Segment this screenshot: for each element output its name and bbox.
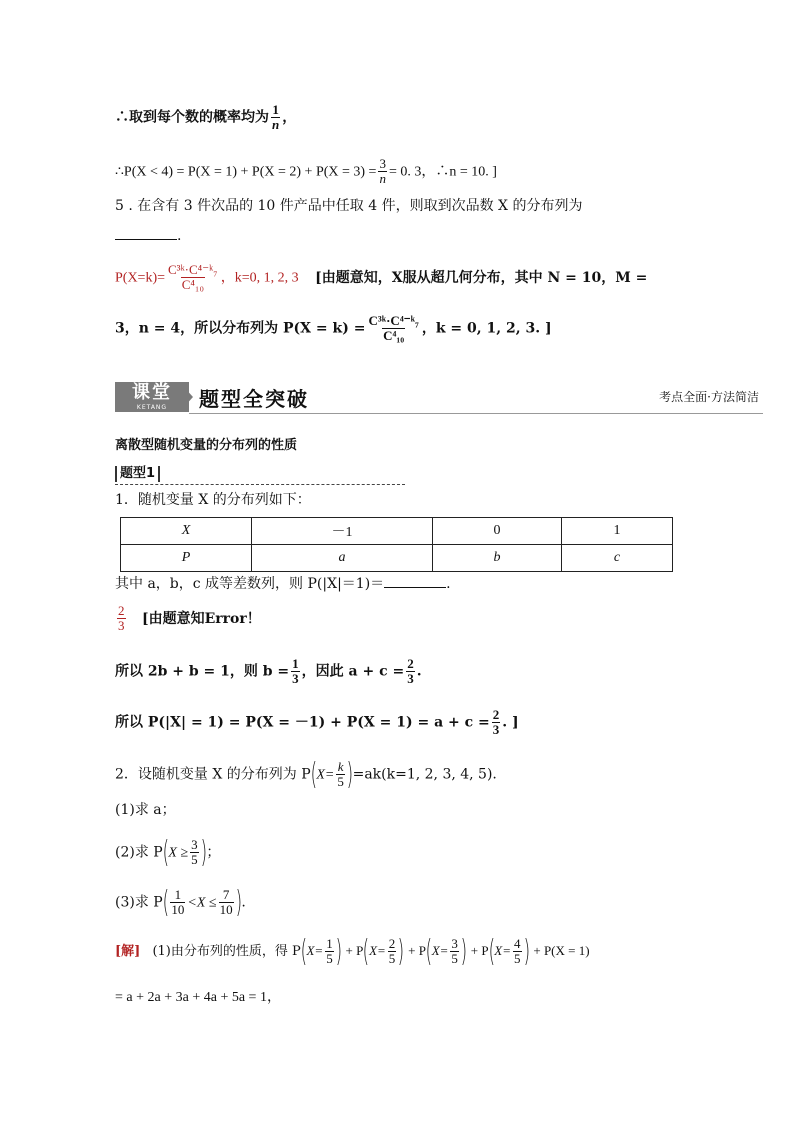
right-paren: ) [346,756,353,792]
q1-step1 [115,657,422,686]
fraction [271,103,280,132]
denominator: 5 [326,951,333,966]
section-title: 离散型随机变量的分布列的性质 [115,438,298,453]
q2-solution-line2: = a + 2a + 3a + 4a + 5a = 1， [115,990,281,1005]
q2-part1: (1)求 a； [115,802,176,818]
question-5 [115,196,582,216]
text: 3，n = 4，所以分布列为 P(X = k) = [115,320,366,337]
right-paren: ) [335,933,342,969]
answer-range: ，k=0, 1, 2, 3 [220,270,299,286]
text: ，因此 a + c = [301,663,405,680]
banner-badge [115,382,189,412]
answer-blank [115,239,177,240]
table-cell: b [433,545,562,572]
numerator: C³ᵏ·C⁴⁻ᵏ₇ [168,262,218,277]
fraction [336,760,345,789]
table-cell: P [121,545,252,572]
denominator: 5 [337,774,344,789]
right-paren: ) [235,884,242,920]
q1-answer-line [115,604,261,633]
left-paren: ( [310,756,317,792]
banner-slogan: 考点全面·方法简洁 [659,390,759,404]
left-paren: ( [162,884,169,920]
answer-fraction [117,604,126,633]
text: ，k = 0, 1, 2, 3. ] [421,320,552,337]
denominator: 5 [451,951,458,966]
table-row [121,518,673,545]
left-paren: ( [300,933,307,969]
fraction [170,888,185,917]
text: . [416,663,422,680]
q2-part2 [115,834,221,870]
table-row [121,545,673,572]
numerator: 2 [118,603,125,618]
table-cell: 1 [562,518,673,545]
q2-part3 [115,884,246,920]
text: + P(X = 1) [533,943,590,958]
right-paren: ) [523,933,530,969]
left-paren: ( [488,933,495,969]
text: = 0. 3，∴n = 10. ] [388,164,497,180]
denominator: 5 [514,951,521,966]
q5-explanation-line [115,314,552,343]
answer-blank [384,587,446,588]
numerator: 2 [492,707,500,722]
text: X ≥ [168,845,189,861]
badge-subtext: KETANG [136,404,168,411]
badge-text: 课堂 [132,382,172,403]
table-cell: a [252,545,433,572]
denominator: 3 [407,671,414,686]
table-cell: 0 [433,518,562,545]
denominator: n [379,171,386,186]
text: 其中 a，b，c 成等差数列，则 P(|X|＝1)＝ [115,576,385,592]
left-paren: ( [425,933,433,969]
numerator: 1 [272,102,279,117]
question-2 [115,756,497,792]
denominator: C⁴₁₀ [181,277,204,292]
numerator: 7 [222,887,230,902]
text: + P [345,943,364,958]
q5-answer-line [115,263,647,292]
q1-step2 [115,708,519,737]
table-cell: c [562,545,673,572]
numerator: 1 [174,887,182,902]
fraction [190,838,199,867]
banner-title: 题型全突破 [199,387,309,411]
q2-solution-line1 [115,933,590,969]
fraction [291,657,300,686]
numerator: 1 [292,656,299,671]
banner-divider [189,413,763,414]
type-label-box [115,466,405,485]
answer-text: [由题意知Error！ [141,610,261,627]
text: . [446,576,451,592]
text: (1)由分布列的性质，得 P [152,944,301,959]
text: <X ≤ [187,895,217,911]
numerator: 4 [514,936,521,951]
numerator: 2 [388,936,396,951]
text: . ] [502,714,519,731]
numerator: C³ᵏ·C⁴⁻ᵏ₇ [368,313,419,328]
right-paren: ) [460,933,467,969]
table-cell: X [121,518,252,545]
banner-arrow-icon [183,386,193,408]
text: ∴P(X < 4) = P(X = 1) + P(X = 2) + P(X = 3) = [115,164,377,180]
text: =ak(k=1, 2, 3, 4, 5). [352,766,497,783]
explanation-text: [由题意知，X服从超几何分布，其中 N = 10，M = [315,269,648,286]
distribution-table [120,517,673,572]
text: X= [306,943,324,958]
table-cell: －1 [252,518,433,545]
fraction [450,937,459,966]
text: 2．设随机变量 X 的分布列为 P [115,766,311,783]
answer-blank-line: . [115,226,181,246]
left-paren: ( [162,834,169,870]
text: (2)求 P [115,844,163,861]
fraction [219,888,234,917]
fraction [492,708,501,737]
fraction [367,314,419,343]
numerator: 2 [407,656,414,671]
text: X= [369,943,386,958]
numerator: k [337,759,344,774]
question-1: 1．随机变量 X 的分布列如下： [115,492,311,508]
text: X= [431,943,449,958]
text: 所以 P(|X| = 1) = P(X = －1) + P(X = 1) = a + c = [115,714,490,731]
left-paren: ( [362,933,370,969]
right-paren: ) [200,834,207,870]
denominator: 5 [191,852,198,867]
answer-fraction [167,263,219,292]
fraction [388,937,397,966]
text: + P [408,943,426,958]
q1-condition-line [115,574,451,594]
type-label: 题型1 [115,466,160,482]
text: + P [470,943,489,958]
sum-line [115,157,497,186]
section-banner [115,378,763,416]
text: ∴取到每个数的概率均为 [115,109,269,126]
fraction [406,657,415,686]
question-text: 5 . 在含有 3 件次品的 10 件产品中任取 4 件，则取到次品数 X 的分布列为 [115,198,583,214]
fraction [378,157,387,186]
denominator: 3 [292,671,299,686]
text: . [241,894,246,911]
denominator: 3 [118,618,125,633]
numerator: 3 [379,156,386,171]
text: ， [282,109,297,126]
numerator: 3 [451,936,458,951]
denominator: 10 [171,902,185,917]
text: X= [316,767,335,783]
text: (3)求 P [115,894,163,911]
text: ； [206,844,221,861]
denominator: 5 [388,951,396,966]
fraction [325,937,334,966]
numerator: 3 [191,837,198,852]
fraction [513,937,522,966]
answer-lhs: P(X=k)= [115,270,166,286]
denominator: n [272,117,280,132]
prob-each-line [115,103,296,132]
text: 所以 2b + b = 1，则 b = [115,663,290,680]
text: X= [494,943,512,958]
numerator: 1 [326,936,333,951]
right-paren: ) [397,933,405,969]
solution-label: [解] [115,944,141,959]
denominator: 3 [492,722,500,737]
denominator: 10 [219,902,233,917]
denominator: C⁴₁₀ [383,328,405,343]
